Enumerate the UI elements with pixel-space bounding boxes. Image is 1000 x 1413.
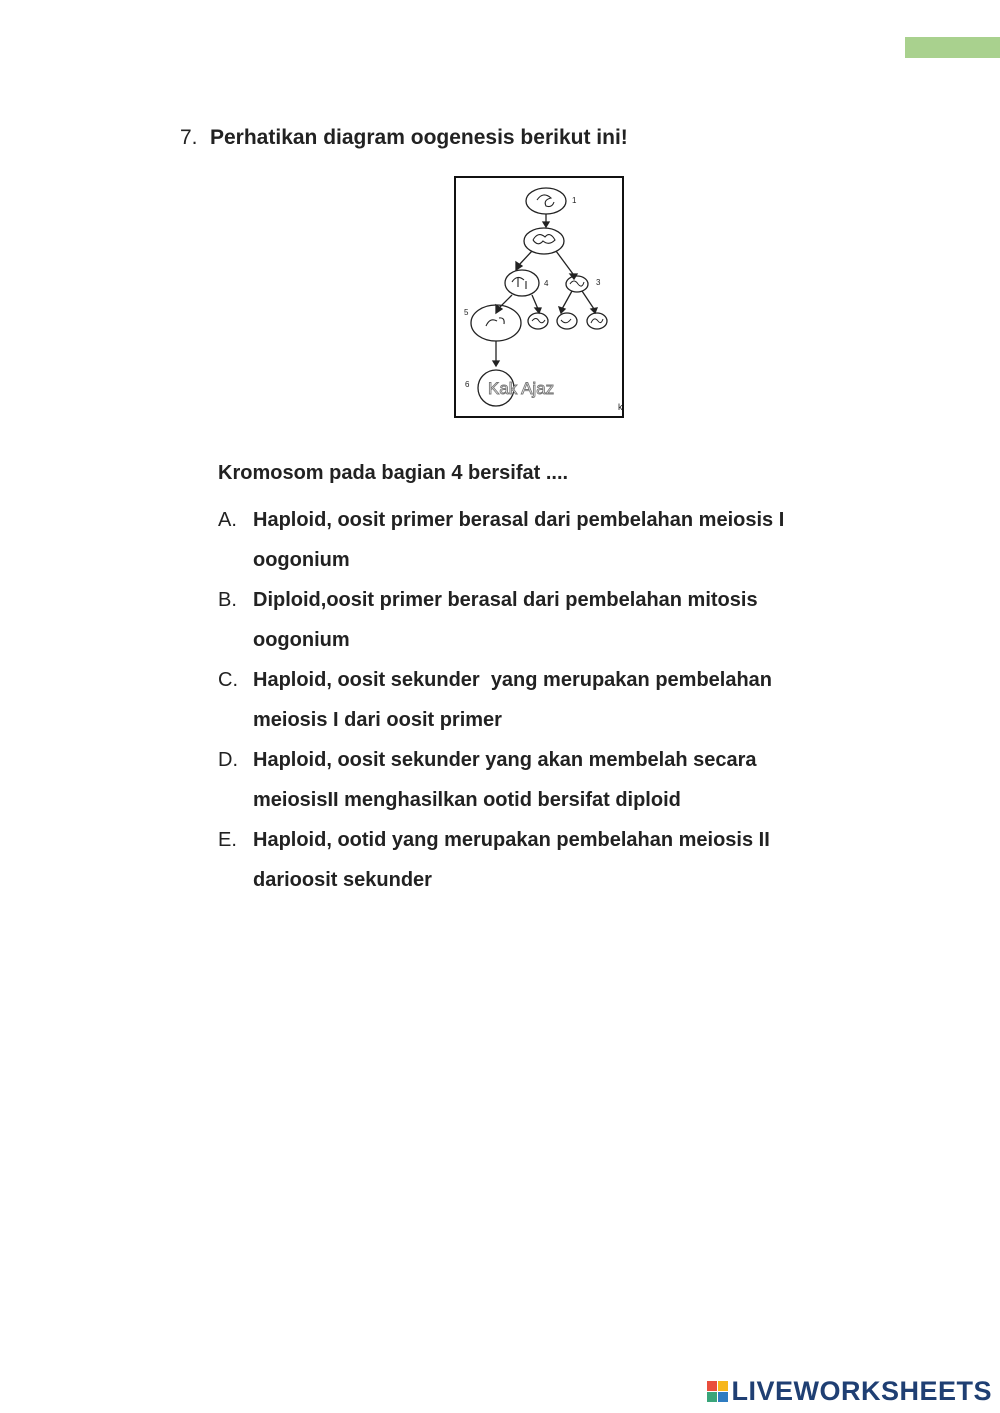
- oogenesis-diagram-drawing: [456, 178, 622, 416]
- option-e[interactable]: [218, 820, 898, 900]
- option-text-line: meiosisII menghasilkan ootid bersifat diploid: [253, 789, 681, 811]
- option-text-line: Haploid, ootid yang merupakan pembelahan meiosis II: [253, 829, 770, 851]
- logo-square-3: [707, 1392, 717, 1402]
- option-text-line: Haploid, oosit sekunder yang akan membelah secara: [253, 749, 757, 771]
- option-letter: C.: [218, 669, 238, 691]
- liveworksheets-logo[interactable]: [707, 1376, 992, 1407]
- option-text-line: darioosit sekunder: [253, 869, 432, 891]
- corner-mark: k: [618, 402, 623, 412]
- option-letter: B.: [218, 589, 237, 611]
- corner-tab-decoration: [905, 37, 1000, 58]
- polar-body-b: [557, 313, 577, 329]
- oogenesis-diagram: [454, 176, 624, 418]
- option-text-line: Haploid, oosit primer berasal dari pembelahan meiosis I: [253, 509, 785, 531]
- cell-3-polar-body: [566, 276, 588, 292]
- option-d[interactable]: [218, 740, 898, 820]
- option-text-line: oogonium: [253, 629, 350, 651]
- option-letter: D.: [218, 749, 238, 771]
- watermark-text: Kak Ajaz: [488, 379, 555, 398]
- logo-square-2: [718, 1381, 728, 1391]
- question-text: Perhatikan diagram oogenesis berikut ini!: [210, 126, 628, 149]
- logo-text: LIVEWORKSHEETS: [731, 1376, 992, 1406]
- question-heading: [180, 126, 628, 150]
- option-letter: E.: [218, 829, 237, 851]
- question-prompt: Kromosom pada bagian 4 bersifat ....: [218, 462, 569, 484]
- cell-4-secondary-oocyte: [505, 270, 539, 296]
- label-5: 5: [464, 308, 469, 317]
- question-number: 7.: [180, 126, 198, 149]
- option-a[interactable]: [218, 500, 898, 580]
- option-c[interactable]: [218, 660, 898, 740]
- label-4: 4: [544, 279, 549, 288]
- answer-options: [218, 500, 898, 900]
- option-letter: A.: [218, 509, 237, 531]
- option-text-line: Haploid, oosit sekunder yang merupakan pembelahan: [253, 669, 773, 691]
- label-3: 3: [596, 278, 601, 287]
- polar-body-a: [528, 313, 548, 329]
- polar-body-c: [587, 313, 607, 329]
- logo-square-1: [707, 1381, 717, 1391]
- option-b[interactable]: [218, 580, 898, 660]
- logo-icon: [707, 1381, 728, 1402]
- label-1: 1: [572, 196, 577, 205]
- logo-square-4: [718, 1392, 728, 1402]
- label-6: 6: [465, 380, 470, 389]
- cell-2-primary-oocyte: [524, 228, 564, 254]
- option-text-line: meiosis I dari oosit primer: [253, 709, 502, 731]
- option-text-line: Diploid,oosit primer berasal dari pembelahan mitosis: [253, 589, 758, 611]
- option-text-line: oogonium: [253, 549, 350, 571]
